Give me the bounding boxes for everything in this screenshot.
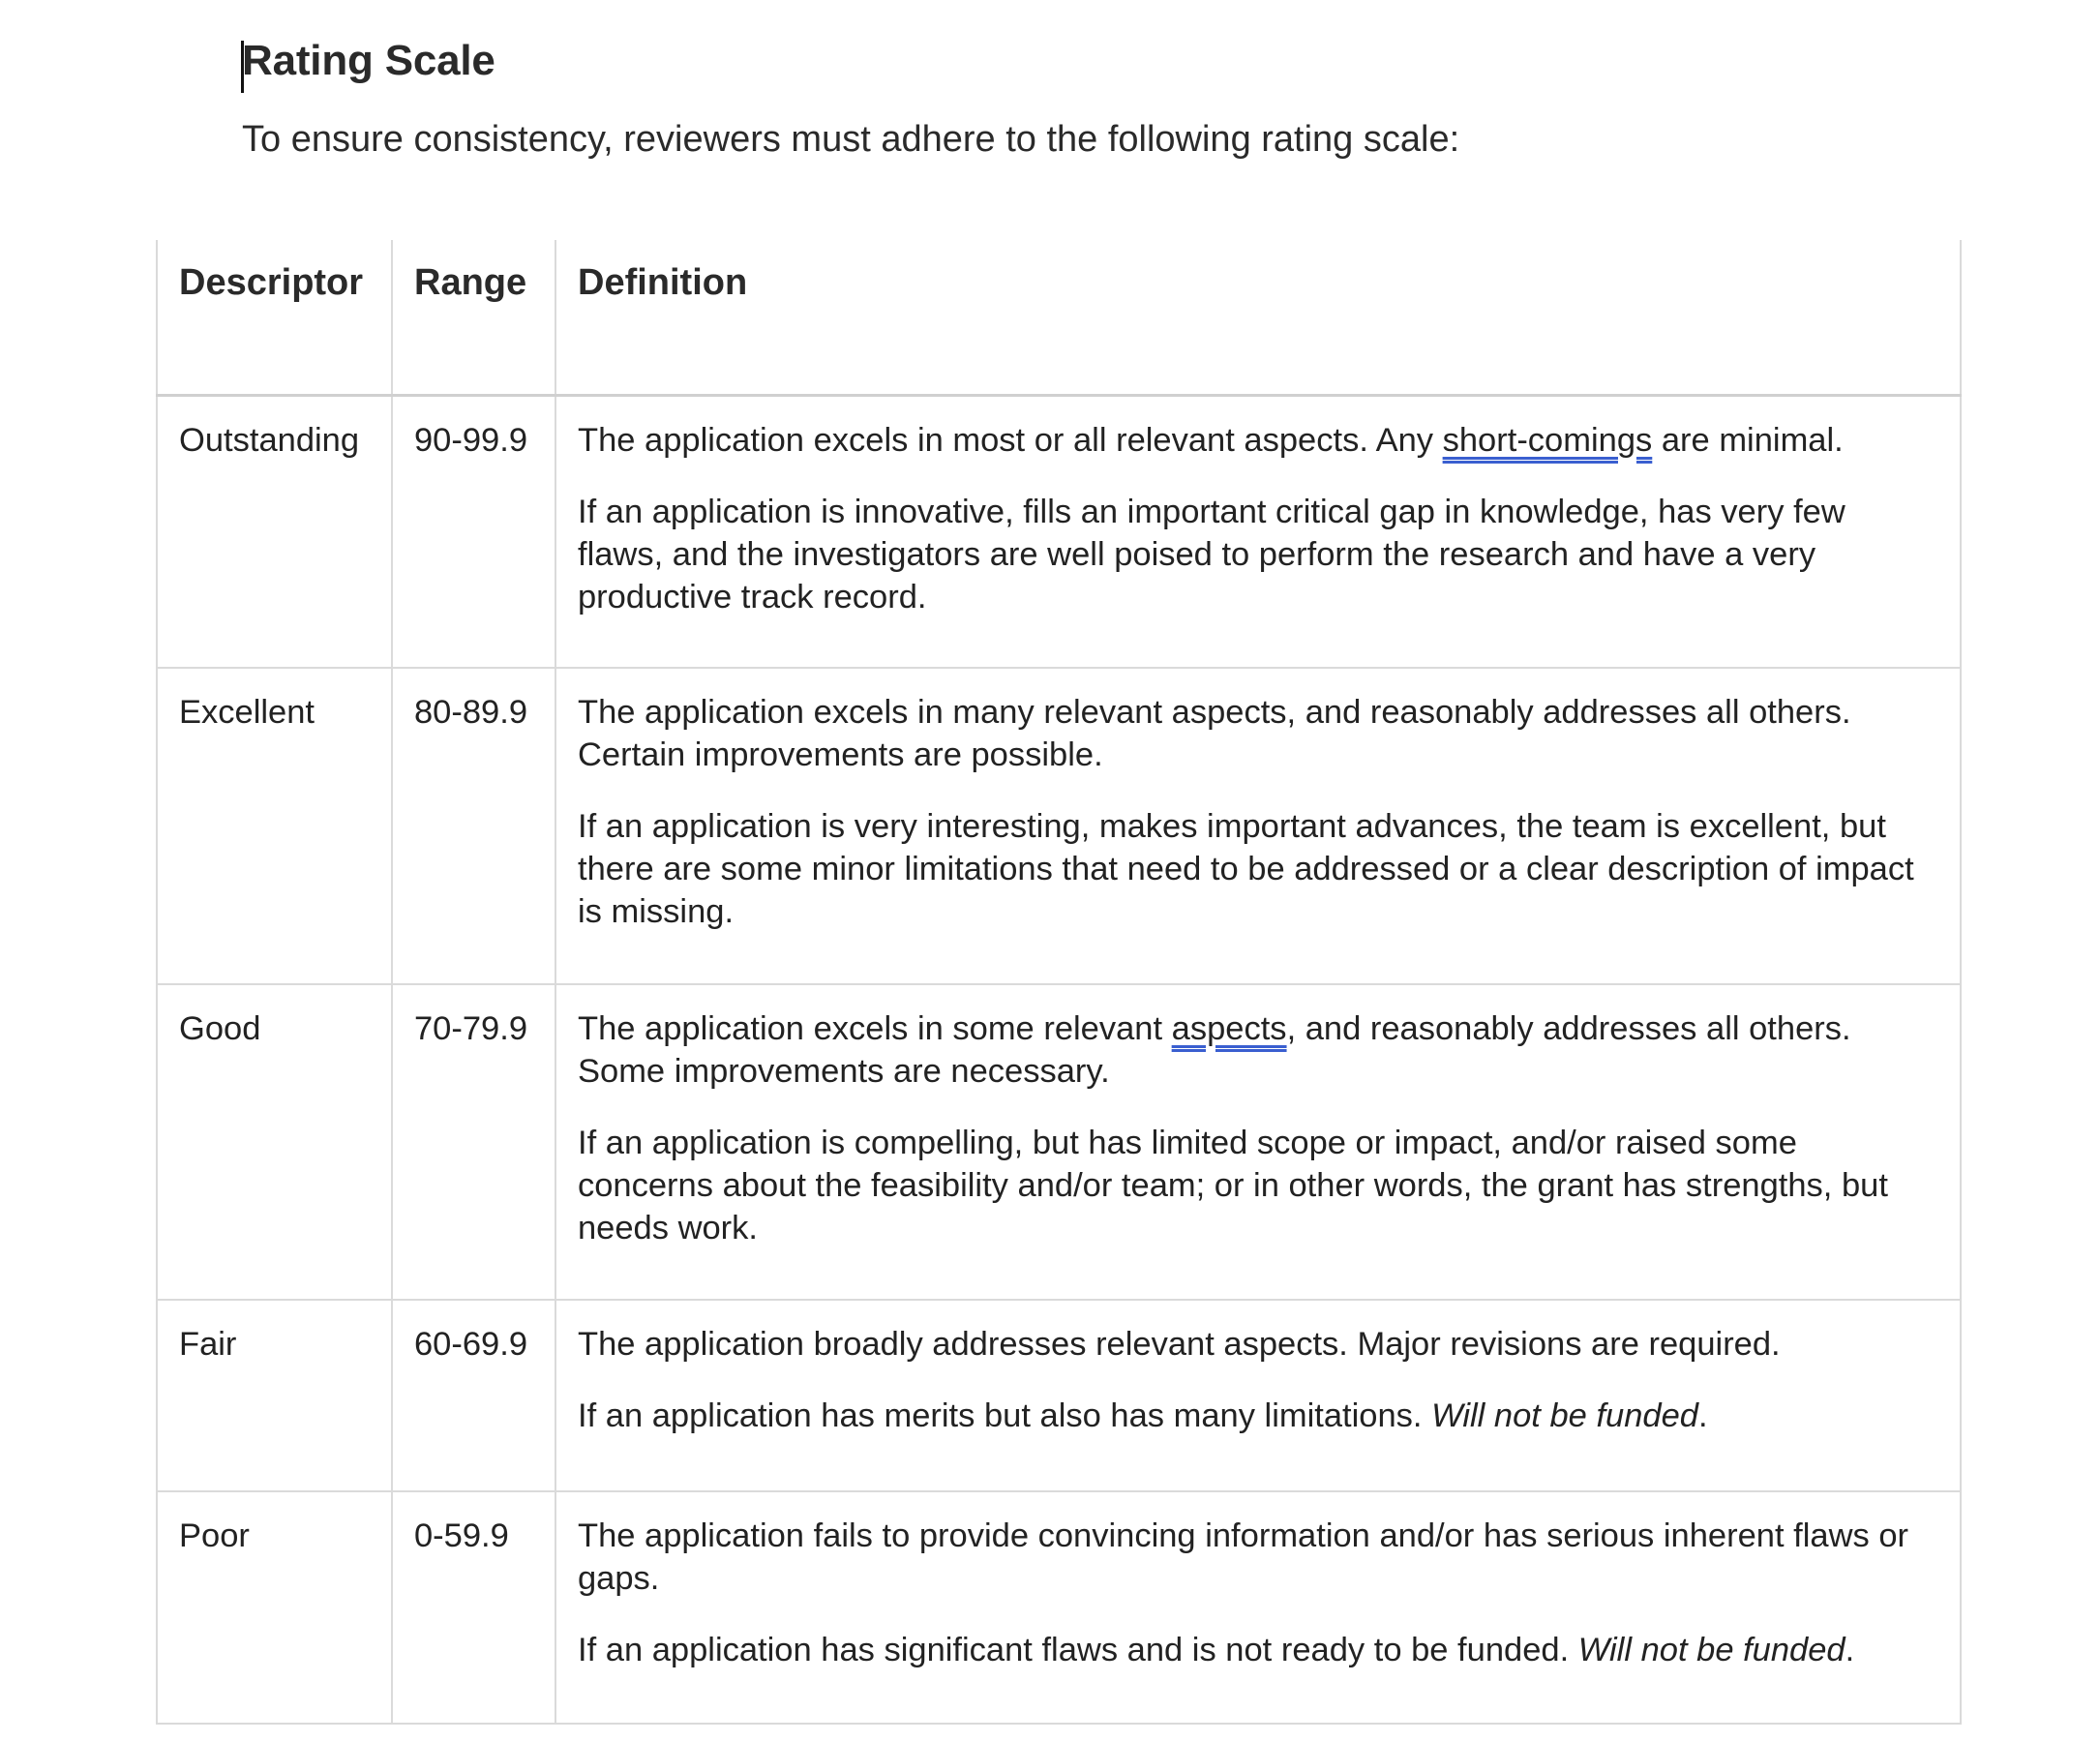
table-row <box>157 1300 1961 1491</box>
definition-text: The application broadly addresses relevant aspects. Major revisions are required. <box>578 1326 1781 1363</box>
example-text-part: If an application has significant flaws and is not ready to be funded. <box>578 1632 1578 1668</box>
table-row <box>157 1491 1961 1724</box>
definition-text: The application excels in many relevant aspects, and reasonably addresses all others. Certain improvements are possible. <box>578 694 1851 773</box>
definition-text: The application fails to provide convincing information and/or has serious inherent flaws or gaps. <box>578 1517 1908 1597</box>
range-cell: 90-99.9 <box>392 395 555 668</box>
example-text-part: If an application has merits but also has many limitations. <box>578 1397 1432 1434</box>
header-range: Range <box>392 240 555 395</box>
descriptor-cell: Outstanding <box>157 395 392 668</box>
descriptor-cell: Excellent <box>157 668 392 984</box>
example-text <box>578 1395 1938 1437</box>
range-cell: 70-79.9 <box>392 984 555 1300</box>
descriptor-cell: Fair <box>157 1300 392 1491</box>
definition-text <box>578 1007 1938 1093</box>
descriptor-cell: Good <box>157 984 392 1300</box>
definition-cell <box>555 1300 1961 1491</box>
definition-cell <box>555 395 1961 668</box>
table-header-row <box>157 240 1961 395</box>
definition-text <box>578 419 1938 462</box>
funding-note: Will not be funded <box>1431 1397 1698 1434</box>
intro-paragraph: To ensure consistency, reviewers must adhere to the following rating scale: <box>242 119 1460 160</box>
range-cell: 0-59.9 <box>392 1491 555 1724</box>
example-text-part: . <box>1697 1397 1708 1434</box>
definition-cell <box>555 1491 1961 1724</box>
definition-text-part: are minimal. <box>1652 421 1844 459</box>
spellcheck-flagged-word[interactable]: short-comings <box>1442 421 1653 459</box>
descriptor-cell: Poor <box>157 1491 392 1724</box>
definition-text-part: The application excels in most or all relevant aspects. Any <box>578 421 1443 459</box>
definition-text-part: , and reasonably addresses all others. Some improvements are necessary. <box>578 1010 1851 1090</box>
definition-cell <box>555 668 1961 984</box>
example-text <box>578 1629 1938 1671</box>
range-cell: 80-89.9 <box>392 668 555 984</box>
example-text-part: . <box>1845 1632 1855 1668</box>
header-descriptor: Descriptor <box>157 240 392 395</box>
definition-text-part: The application excels in some relevant <box>578 1010 1172 1047</box>
definition-cell <box>555 984 1961 1300</box>
example-text: If an application is very interesting, makes important advances, the team is excellent, but there are some minor limitations that need to be addressed or a clear description of impact is missing. <box>578 808 1914 930</box>
rating-scale-table <box>156 240 1962 1725</box>
funding-note: Will not be funded <box>1577 1632 1845 1668</box>
range-cell: 60-69.9 <box>392 1300 555 1491</box>
page-title: Rating Scale <box>242 37 495 84</box>
example-text: If an application is innovative, fills an important critical gap in knowledge, has very few flaws, and the investigators are well poised to perform the research and have a very productive track record. <box>578 493 1845 616</box>
example-text: If an application is compelling, but has limited scope or impact, and/or raised some concerns about the feasibility and/or team; or in other words, the grant has strengths, but needs work. <box>578 1125 1888 1246</box>
table-row <box>157 395 1961 668</box>
table-row <box>157 984 1961 1300</box>
table-row <box>157 668 1961 984</box>
header-definition: Definition <box>555 240 1961 395</box>
spellcheck-flagged-word[interactable]: aspects <box>1171 1010 1287 1047</box>
